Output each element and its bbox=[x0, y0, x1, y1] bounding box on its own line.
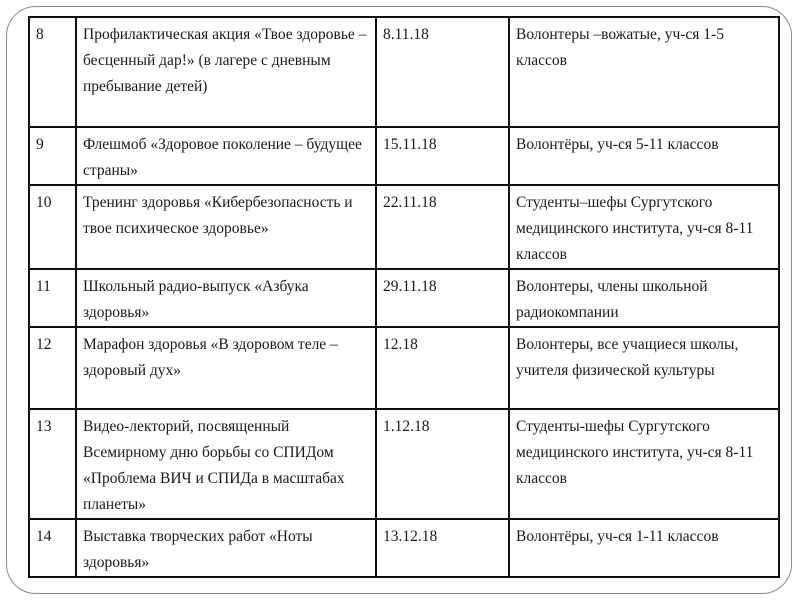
event-participants: Волонтёры, уч-ся 5-11 классов bbox=[509, 127, 779, 185]
row-number: 14 bbox=[29, 519, 76, 577]
row-number: 9 bbox=[29, 127, 76, 185]
table-row bbox=[29, 185, 779, 269]
event-date: 8.11.18 bbox=[376, 17, 509, 127]
table-row bbox=[29, 127, 779, 185]
row-number: 11 bbox=[29, 269, 76, 327]
event-name: Флешмоб «Здоровое поколение – будущее страны» bbox=[76, 127, 376, 185]
event-date: 22.11.18 bbox=[376, 185, 509, 269]
event-participants: Волонтеры –вожатые, уч-ся 1-5 классов bbox=[509, 17, 779, 127]
event-participants: Студенты–шефы Сургутского медицинского института, уч-ся 8-11 классов bbox=[509, 185, 779, 269]
event-name: Выставка творческих работ «Ноты здоровья» bbox=[76, 519, 376, 577]
event-participants: Волонтеры, члены школьной радиокомпании bbox=[509, 269, 779, 327]
event-participants: Волонтёры, уч-ся 1-11 классов bbox=[509, 519, 779, 577]
events-table bbox=[28, 16, 780, 578]
event-name: Видео-лекторий, посвященный Всемирному дню борьбы со СПИДом «Проблема ВИЧ и СПИДа в масштабах планеты» bbox=[76, 409, 376, 519]
event-date: 12.18 bbox=[376, 327, 509, 409]
row-number: 13 bbox=[29, 409, 76, 519]
event-participants: Волонтеры, все учащиеся школы, учителя физической культуры bbox=[509, 327, 779, 409]
event-name: Профилактическая акция «Твое здоровье – бесценный дар!» (в лагере с дневным пребывание детей) bbox=[76, 17, 376, 127]
event-participants: Студенты-шефы Сургутского медицинского института, уч-ся 8-11 классов bbox=[509, 409, 779, 519]
event-name: Школьный радио-выпуск «Азбука здоровья» bbox=[76, 269, 376, 327]
table-row bbox=[29, 409, 779, 519]
row-number: 8 bbox=[29, 17, 76, 127]
event-date: 15.11.18 bbox=[376, 127, 509, 185]
table-row bbox=[29, 327, 779, 409]
table-row bbox=[29, 519, 779, 577]
row-number: 12 bbox=[29, 327, 76, 409]
event-name: Тренинг здоровья «Кибербезопасность и твое психическое здоровье» bbox=[76, 185, 376, 269]
event-date: 1.12.18 bbox=[376, 409, 509, 519]
row-number: 10 bbox=[29, 185, 76, 269]
event-name: Марафон здоровья «В здоровом теле – здоровый дух» bbox=[76, 327, 376, 409]
event-date: 29.11.18 bbox=[376, 269, 509, 327]
event-date: 13.12.18 bbox=[376, 519, 509, 577]
table-row bbox=[29, 269, 779, 327]
table-row bbox=[29, 17, 779, 127]
